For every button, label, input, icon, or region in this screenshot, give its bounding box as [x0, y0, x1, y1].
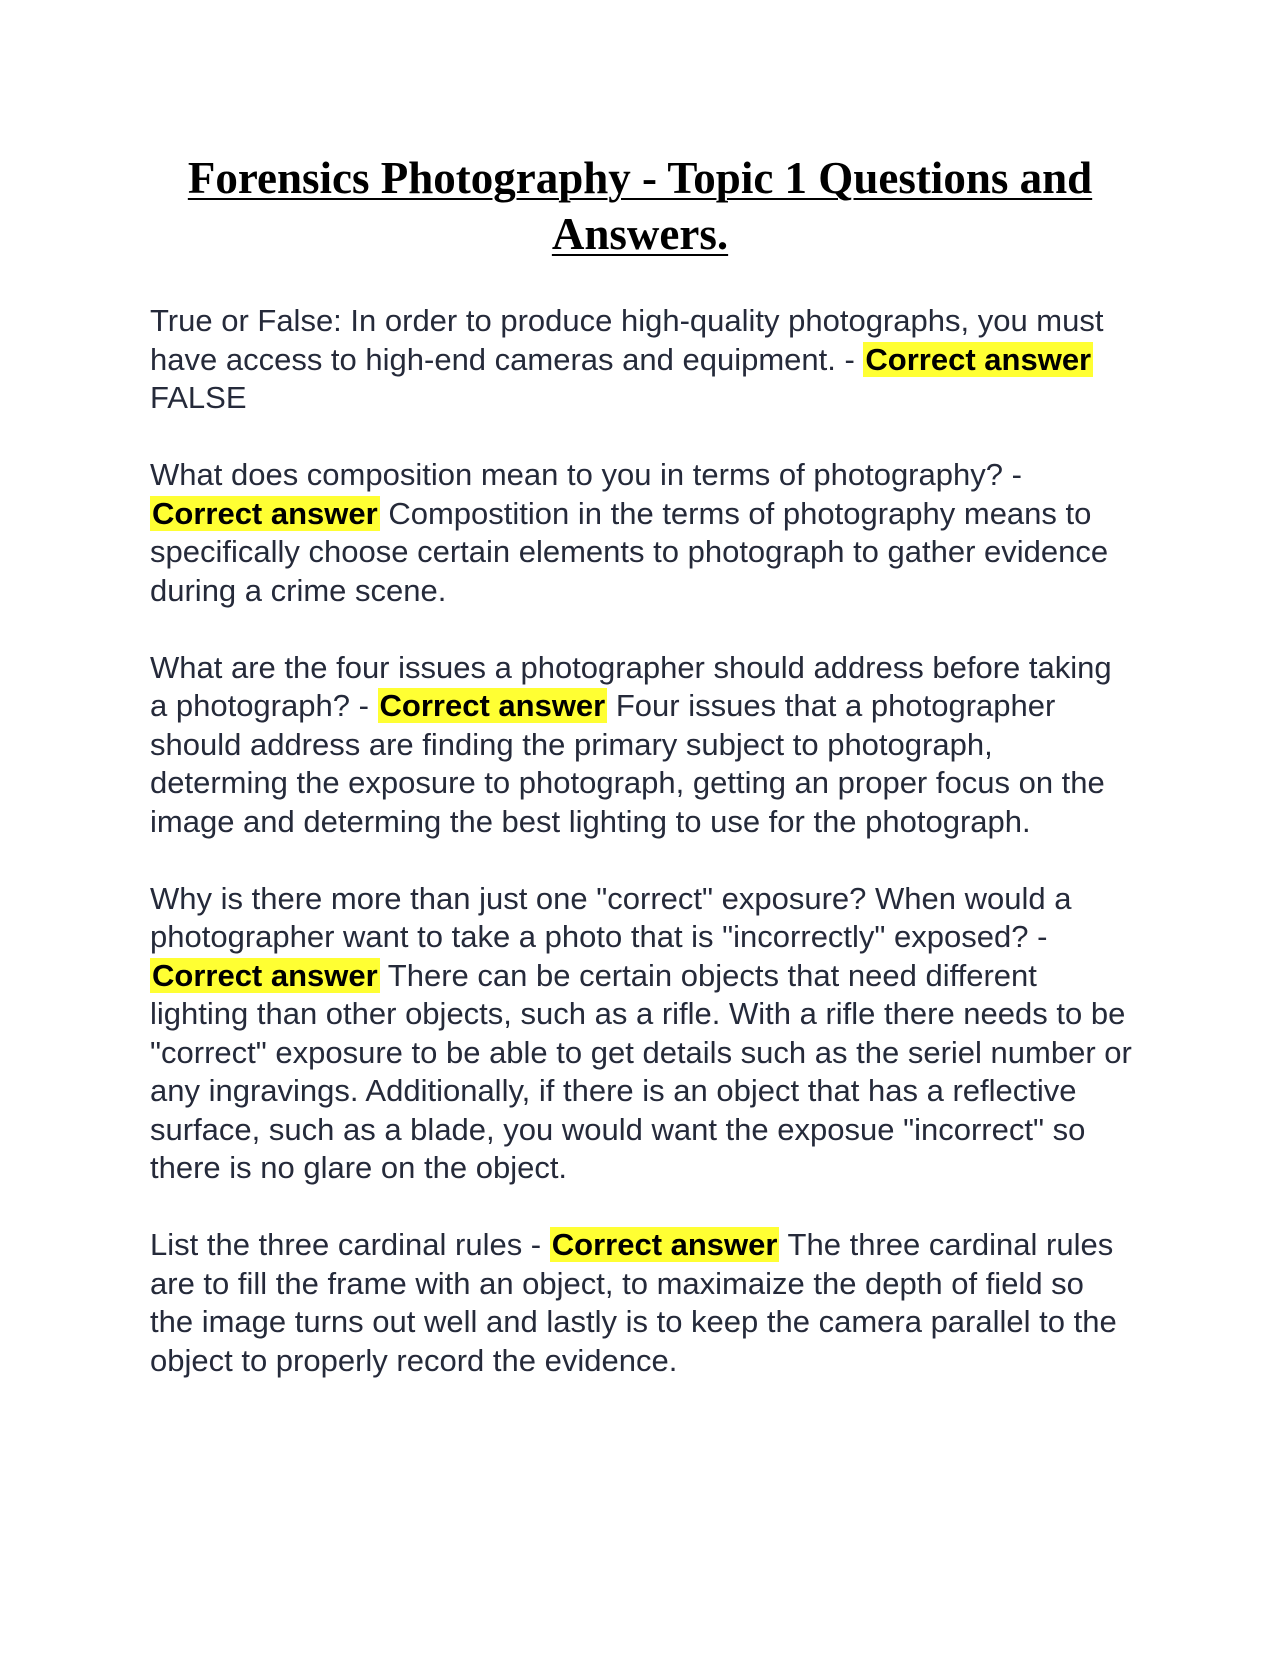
- correct-answer-label: Correct answer: [379, 688, 606, 723]
- qa-item: [150, 456, 1135, 610]
- question-text: True or False: In order to produce high-quality photographs, you must have access to high-end cameras and equipment. -: [150, 303, 1104, 377]
- answer-text: There can be certain objects that need different lighting than other objects, such as a rifle. With a rifle there needs to be "correct" exposure to be able to get details such as the seriel number or any ingravings. Additionally, if there is an object that has a reflective surface, such as a blade, you would want the exposue "incorrect" so there is no glare on the object.: [150, 957, 1132, 1185]
- answer-text: FALSE: [150, 380, 247, 415]
- answer-text: Four issues that a photographer should address are finding the primary subject to photograph, determing the exposure to photograph, getting an proper focus on the image and determing the best lighting to use for the photograph.: [150, 688, 1105, 839]
- correct-answer-label: Correct answer: [865, 341, 1092, 377]
- document-title: Forensics Photography - Topic 1 Questions and Answers.: [187, 153, 1093, 259]
- qa-item: [150, 880, 1135, 1188]
- answer-text: Compostition in the terms of photography means to specifically choose certain elements to photograph to gather evidence during a crime scene.: [150, 495, 1109, 608]
- qa-item: [150, 649, 1135, 842]
- qa-item: [150, 302, 1135, 418]
- correct-answer-label: Correct answer: [152, 495, 378, 531]
- question-text: What does composition mean to you in terms of photography? -: [150, 457, 1022, 492]
- correct-answer-label: Correct answer: [551, 1227, 778, 1262]
- question-text: Why is there more than just one "correct" exposure? When would a photographer want to take a photo that is "incorrectly" exposed? -: [150, 880, 1072, 954]
- question-text: What are the four issues a photographer should address before taking a photograph? -: [150, 649, 1112, 723]
- qa-list: [150, 302, 1135, 1419]
- correct-answer-label: Correct answer: [152, 957, 378, 993]
- question-text: List the three cardinal rules -: [150, 1227, 542, 1262]
- qa-item: [150, 1226, 1135, 1380]
- answer-text: The three cardinal rules are to fill the frame with an object, to maximaize the depth of field so the image turns out well and lastly is to keep the camera parallel to the object to properly record the evidence.: [150, 1227, 1117, 1378]
